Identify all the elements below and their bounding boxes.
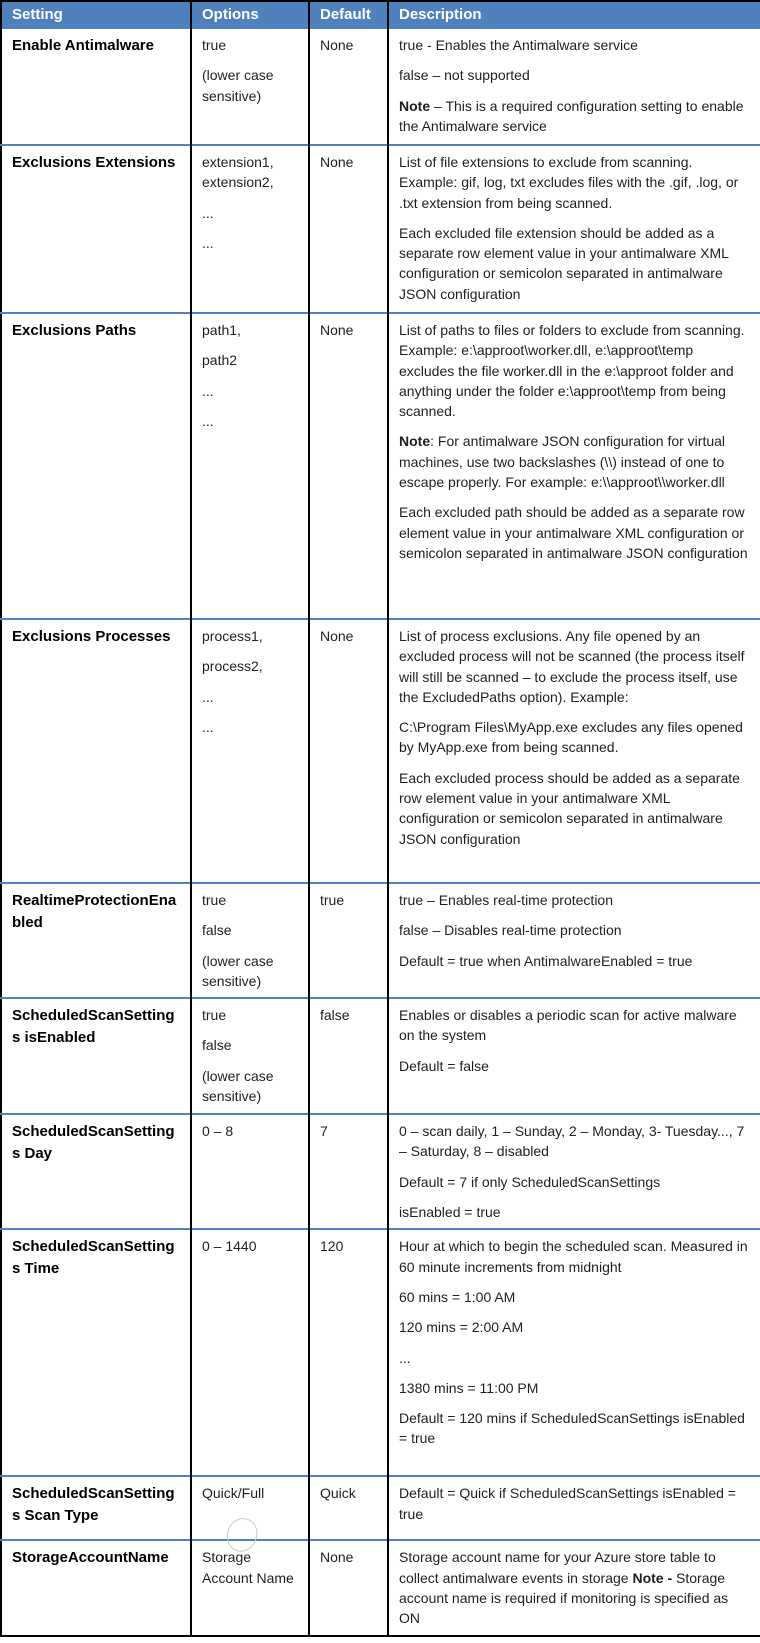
description-paragraph <box>399 152 750 213</box>
default-value-cell <box>309 145 388 313</box>
description-paragraph <box>399 1172 750 1192</box>
setting-name-cell <box>1 145 191 313</box>
option-paragraph: true <box>202 37 227 53</box>
description-text: true - Enables the Antimalware service <box>399 37 638 53</box>
description-paragraph <box>399 1005 750 1046</box>
description-text: C:\Program Files\MyApp.exe excludes any files opened by MyApp.exe from being scanned. <box>399 719 743 756</box>
description-text: false – Disables real-time protection <box>399 922 622 939</box>
setting-name-cell <box>1 998 191 1114</box>
option-paragraph: true <box>202 1007 227 1024</box>
option-paragraph: true <box>202 892 227 908</box>
description-text: 120 mins = 2:00 AM <box>399 1319 524 1336</box>
setting-name-cell <box>1 883 191 998</box>
option-paragraph: false <box>202 1037 232 1054</box>
option-paragraph: ... <box>202 204 214 221</box>
default-value: false <box>320 1007 350 1024</box>
description-paragraph <box>399 1287 750 1307</box>
description-paragraph <box>399 626 750 707</box>
option-paragraph: process1, <box>202 628 263 644</box>
description-paragraph <box>399 890 750 910</box>
setting-name: ScheduledScanSettings Day <box>12 1123 175 1162</box>
setting-name: Exclusions Extensions <box>12 154 176 171</box>
description-text: Each excluded path should be added as a separate row element value in your antimalware XML configuration or semicolon separated in antimalware JSON configuration <box>399 504 748 561</box>
option-paragraph: ... <box>202 234 214 251</box>
description-cell <box>388 29 760 145</box>
description-paragraph <box>399 920 750 940</box>
description-paragraph <box>399 1236 750 1277</box>
default-value-cell <box>309 883 388 998</box>
header-default: Default <box>309 1 388 29</box>
default-value-cell <box>309 619 388 883</box>
setting-name: ScheduledScanSettings isEnabled <box>12 1007 175 1046</box>
description-text: 60 mins = 1:00 AM <box>399 1288 516 1305</box>
options-cell <box>191 313 309 619</box>
default-value: None <box>320 37 354 53</box>
header-setting: Setting <box>1 1 191 29</box>
description-paragraph <box>399 717 750 758</box>
table-row <box>1 619 760 883</box>
description-text: List of process exclusions. Any file opened by an excluded process will not be scanned (the process itself will still be scanned – to exclude the process itself, use the ExcludedPaths option). Example: <box>399 628 745 705</box>
settings-table-body <box>1 29 760 1636</box>
setting-name-cell <box>1 619 191 883</box>
options-cell <box>191 1476 309 1540</box>
description-paragraph <box>399 1547 750 1628</box>
header-description: Description <box>388 1 760 29</box>
option-paragraph: (lower case sensitive) <box>202 1067 274 1105</box>
description-text: false – not supported <box>399 67 530 84</box>
description-text: Default = true when AntimalwareEnabled = true <box>399 952 693 969</box>
default-value-cell <box>309 1114 388 1229</box>
setting-name-cell <box>1 1229 191 1476</box>
table-row <box>1 1540 760 1635</box>
description-text: Storage account name for your Azure store table to collect antimalware events in storage <box>399 1549 716 1586</box>
description-text: Default = 7 if only ScheduledScanSettings <box>399 1173 661 1190</box>
table-row <box>1 1229 760 1476</box>
option-paragraph: Quick/Full <box>202 1485 265 1502</box>
description-bold-text: Note <box>399 97 431 114</box>
description-paragraph <box>399 1483 750 1524</box>
description-cell <box>388 145 760 313</box>
option-paragraph: path1, <box>202 322 241 338</box>
default-value: None <box>320 628 354 644</box>
setting-name: ScheduledScanSettings Time <box>12 1238 175 1278</box>
setting-name-cell <box>1 1476 191 1540</box>
table-row <box>1 313 760 619</box>
description-text: : For antimalware JSON configuration for virtual machines, use two backslashes (\\) instead of one to escape properly. For example: e:\\approot\\worker.dll <box>399 433 726 491</box>
options-cell <box>191 998 309 1114</box>
option-paragraph: ... <box>202 382 214 399</box>
option-paragraph: ... <box>202 412 214 429</box>
table-row <box>1 1476 760 1540</box>
description-cell <box>388 619 760 883</box>
description-paragraph <box>399 1202 750 1222</box>
option-paragraph: process2, <box>202 658 263 675</box>
description-text: 0 – scan daily, 1 – Sunday, 2 – Monday, 3- Tuesday..., 7 – Saturday, 8 – disabled <box>399 1123 745 1160</box>
description-paragraph <box>399 1408 750 1449</box>
header-options: Options <box>191 1 309 29</box>
description-cell <box>388 1229 760 1476</box>
description-paragraph <box>399 1121 750 1162</box>
description-paragraph <box>399 431 750 492</box>
default-value: Quick <box>320 1485 356 1502</box>
description-text: List of file extensions to exclude from scanning. Example: gif, log, txt excludes files with the .gif, .log, or .txt extension from being scanned. <box>399 154 739 211</box>
description-text: Storage account name is required if monitoring is specified as ON <box>399 1569 729 1627</box>
setting-name-cell <box>1 313 191 619</box>
setting-name: ScheduledScanSettings Scan Type <box>12 1485 175 1525</box>
description-paragraph <box>399 1317 750 1337</box>
options-cell <box>191 883 309 998</box>
table-row <box>1 29 760 145</box>
default-value-cell <box>309 1476 388 1540</box>
default-value-cell <box>309 1229 388 1476</box>
description-paragraph <box>399 502 750 563</box>
options-cell <box>191 1229 309 1476</box>
options-cell <box>191 145 309 313</box>
default-value: 7 <box>320 1123 328 1140</box>
description-text: Each excluded file extension should be added as a separate row element value in your antimalware XML configuration or semicolon separated in antimalware JSON configuration <box>399 224 729 302</box>
description-cell <box>388 1476 760 1540</box>
description-paragraph <box>399 1056 750 1076</box>
description-paragraph <box>399 768 750 849</box>
default-value-cell <box>309 29 388 145</box>
description-paragraph <box>399 951 750 971</box>
option-paragraph: (lower case sensitive) <box>202 952 274 989</box>
option-paragraph: 0 – 8 <box>202 1123 234 1140</box>
description-paragraph <box>399 65 750 85</box>
description-paragraph <box>399 1348 750 1368</box>
description-paragraph <box>399 96 750 137</box>
description-text: 1380 mins = 11:00 PM <box>399 1379 539 1396</box>
setting-name: Exclusions Processes <box>12 628 171 645</box>
description-text: – This is a required configuration setting to enable the Antimalware service <box>399 97 744 134</box>
description-cell <box>388 1540 760 1635</box>
setting-name-cell <box>1 1114 191 1229</box>
description-cell <box>388 883 760 998</box>
description-text: List of paths to files or folders to exclude from scanning. Example: e:\approot\worker.dll, e:\approot\temp excludes the file worker.dll in the e:\approot folder and anything under the folder e:\approot\temp from being scanned. <box>399 322 745 420</box>
setting-name-cell <box>1 1540 191 1635</box>
description-text: Default = Quick if ScheduledScanSettings isEnabled = true <box>399 1485 736 1522</box>
setting-name-cell <box>1 29 191 145</box>
table-row <box>1 998 760 1114</box>
header-row <box>1 1 760 29</box>
description-cell <box>388 313 760 619</box>
table-row <box>1 883 760 998</box>
description-paragraph <box>399 223 750 304</box>
options-cell <box>191 1114 309 1229</box>
description-paragraph <box>399 35 750 55</box>
description-cell <box>388 998 760 1114</box>
description-paragraph <box>399 1378 750 1398</box>
option-paragraph: (lower case sensitive) <box>202 67 274 104</box>
default-value: None <box>320 322 354 338</box>
default-value: 120 <box>320 1238 344 1255</box>
options-cell <box>191 1540 309 1635</box>
default-value-cell <box>309 1540 388 1635</box>
default-value-cell <box>309 998 388 1114</box>
option-paragraph: path2 <box>202 352 238 369</box>
option-paragraph: Storage Account Name <box>202 1549 294 1586</box>
option-paragraph: ... <box>202 718 214 735</box>
description-cell <box>388 1114 760 1229</box>
description-bold-text: Note - <box>632 1569 673 1586</box>
description-text: Default = false <box>399 1057 489 1074</box>
description-paragraph <box>399 320 750 421</box>
table-row <box>1 145 760 313</box>
description-text: isEnabled = true <box>399 1204 501 1221</box>
description-text: true – Enables real-time protection <box>399 892 613 908</box>
description-text: ... <box>399 1349 411 1366</box>
description-text: Hour at which to begin the scheduled scan. Measured in 60 minute increments from midnight <box>399 1238 748 1275</box>
setting-name: StorageAccountName <box>12 1549 169 1567</box>
option-paragraph: ... <box>202 688 214 705</box>
default-value: None <box>320 154 354 170</box>
setting-name: Exclusions Paths <box>12 322 137 339</box>
description-text: Each excluded process should be added as a separate row element value in your antimalware XML configuration or semicolon separated in antimalware JSON configuration <box>399 769 740 847</box>
options-cell <box>191 29 309 145</box>
default-value: true <box>320 892 345 908</box>
setting-name: RealtimeProtectionEnabled <box>12 892 177 931</box>
table-row <box>1 1114 760 1229</box>
default-value-cell <box>309 313 388 619</box>
description-text: Default = 120 mins if ScheduledScanSettings isEnabled = true <box>399 1410 745 1447</box>
description-bold-text: Note <box>399 433 431 450</box>
default-value: None <box>320 1549 354 1566</box>
option-paragraph: false <box>202 922 232 939</box>
option-paragraph: extension1, extension2, <box>202 154 274 191</box>
option-paragraph: 0 – 1440 <box>202 1238 257 1255</box>
setting-name: Enable Antimalware <box>12 37 154 54</box>
options-cell <box>191 619 309 883</box>
description-text: Enables or disables a periodic scan for active malware on the system <box>399 1007 737 1044</box>
